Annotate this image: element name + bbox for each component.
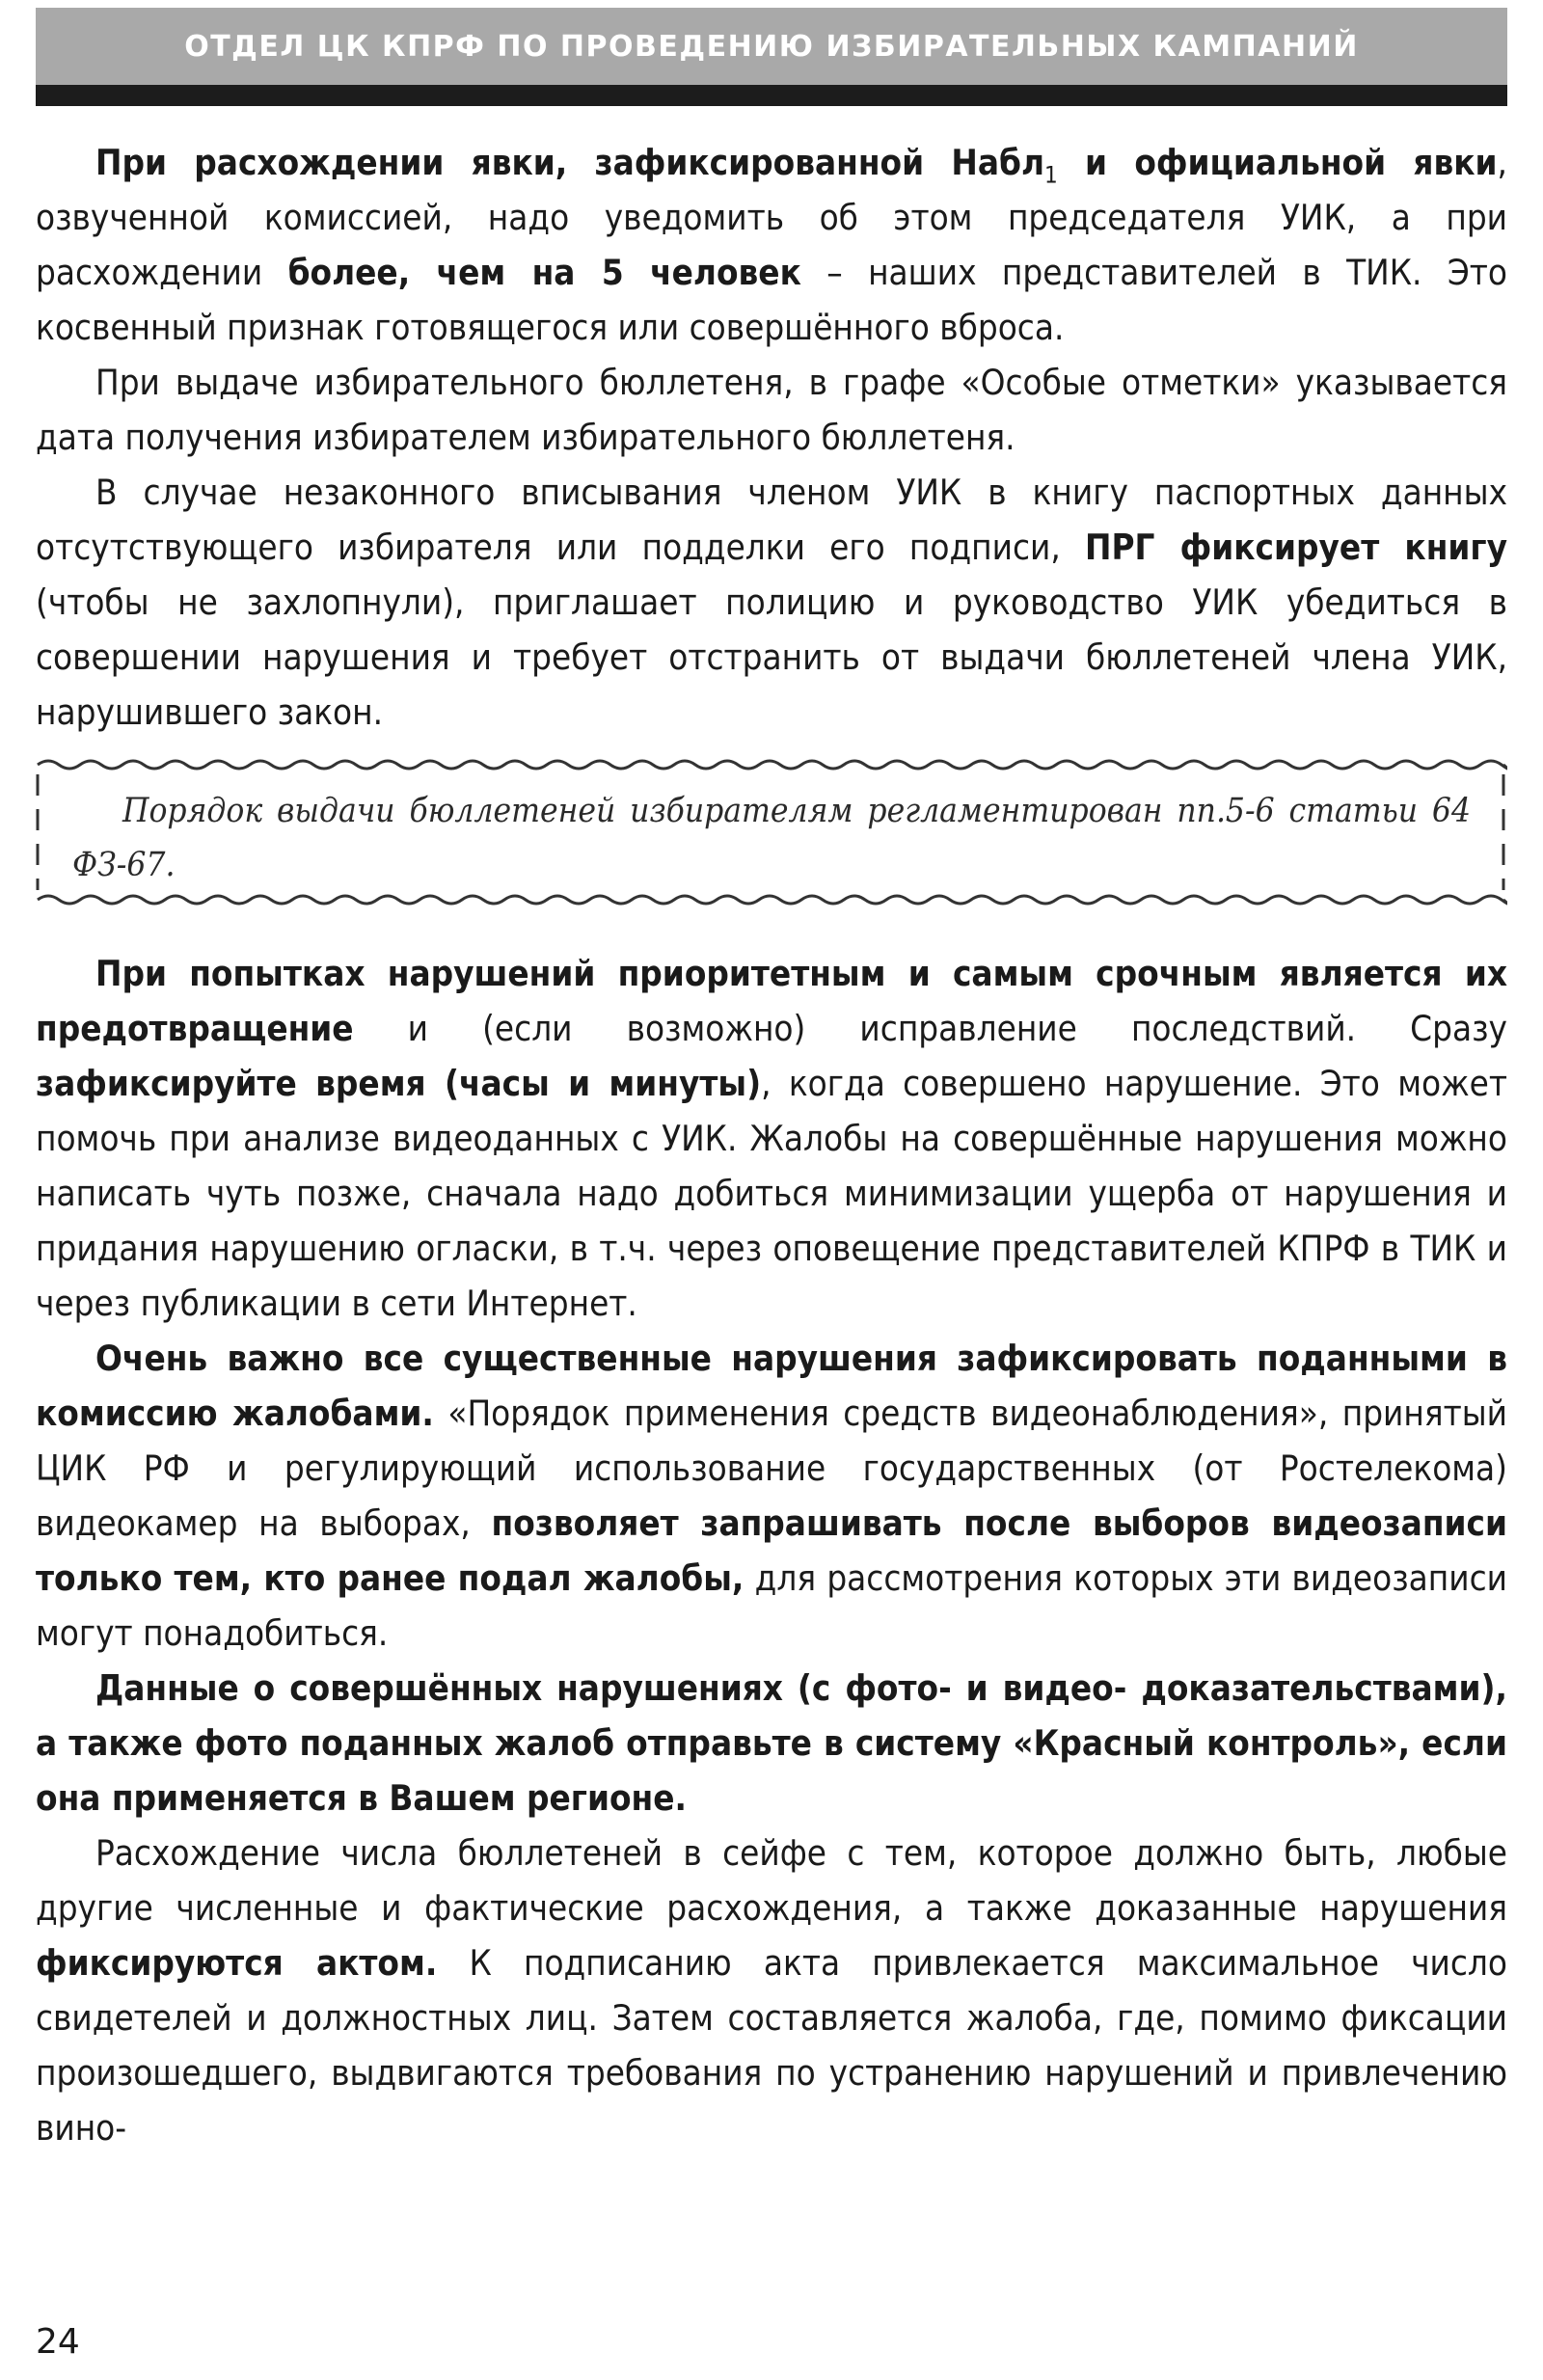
body-text: Расхождение числа бюллетеней в сейфе с тем, которое должно быть, любые другие численные и фактические расхождения, а также доказанные нарушения: [36, 1832, 1507, 1929]
body-text: – наших представителей в ТИК. Это косвенный признак готовящегося или совершённого вброса.: [36, 252, 1508, 348]
body-text: «Порядок применения средств видеонаблюдения», принятый ЦИК РФ и регулирующий использование государственных (от Ростелекома) видеокамер на выборах,: [36, 1393, 1507, 1544]
paragraph-illegal-entry: [36, 465, 1507, 740]
bold-text: Очень важно все существенные нарушения зафиксировать поданными в комиссию жалобами.: [36, 1338, 1507, 1434]
bold-text: зафиксируйте время (часы и минуты): [36, 1063, 762, 1104]
bold-text: позволяет запрашивать после выборов видеозаписи только тем, кто ранее подал жалобы,: [36, 1502, 1507, 1599]
note-box: [36, 755, 1507, 909]
body-text: К подписанию акта привлекается максимальное число свидетелей и должностных лиц. Затем составляется жалоба, где, помимо фиксации произошедшего, выдвигаются требования по устранению нарушений и привлечению вино-: [36, 1942, 1507, 2149]
header-rule: [36, 85, 1507, 106]
section-header: [36, 8, 1507, 85]
page-number: 24: [36, 2322, 80, 2362]
bold-text: Данные о совершённых нарушениях (с фото- и видео- доказательствами), а также фото поданных жалоб отправьте в систему «Красный контроль», если она применяется в Вашем регионе.: [36, 1667, 1507, 1819]
note-text: [72, 784, 1471, 892]
paragraph-complaints: [36, 1331, 1507, 1661]
bold-text: При попытках нарушений приоритетным и самым срочным является их предотвращение: [36, 953, 1507, 1049]
body-text: , озвученной комиссией, надо уведомить об этом председателя УИК, а при расхождении: [36, 142, 1507, 293]
body-text: для рассмотрения которых эти видеозаписи могут понадобиться.: [36, 1557, 1507, 1654]
subscript: 1: [1044, 161, 1058, 189]
body-text: (чтобы не захлопнули), приглашает полицию и руководство УИК убедиться в совершении нарушения и требует отстранить от выдачи бюллетеней члена УИК, нарушившего закон.: [36, 581, 1507, 733]
bold-text: При расхождении явки, зафиксированной Набл: [95, 142, 1045, 183]
body-text: , когда совершено нарушение. Это может помочь при анализе видеоданных с УИК. Жалобы на совершённые нарушения можно написать чуть позже, сначала надо добиться минимизации ущерба от нарушения и придания нарушению огласки, в т.ч. через оповещение представителей КПРФ в ТИК и через публикации в сети Интернет.: [36, 1063, 1507, 1324]
body-text: и (если возможно) исправление последствий. Сразу: [353, 1008, 1507, 1049]
header-title: ОТДЕЛ ЦК КПРФ ПО ПРОВЕДЕНИЮ ИЗБИРАТЕЛЬНЫХ КАМПАНИЙ: [184, 29, 1359, 64]
paragraph-turnout-discrepancy: [36, 135, 1507, 355]
paragraph-red-control: [36, 1661, 1507, 1826]
paragraph-act: [36, 1826, 1507, 2155]
bold-text: ПРГ фиксирует книгу: [1084, 527, 1507, 568]
bold-text: фиксируются актом.: [36, 1942, 438, 1984]
page-content: [36, 135, 1507, 2155]
body-text: При выдаче избирательного бюллетеня, в графе «Особые отметки» указывается дата получения избирателем избирательного бюллетеня.: [36, 362, 1507, 458]
body-text: В случае незаконного вписывания членом УИК в книгу паспортных данных отсутствующего избирателя или подделки его подписи,: [36, 472, 1507, 568]
paragraph-prevention: [36, 946, 1507, 1331]
paragraph-special-marks: [36, 355, 1507, 465]
bold-text: более, чем на 5 человек: [287, 252, 801, 293]
note-text-content: Порядок выдачи бюллетеней избирателям регламентирован пп.5-6 статьи 64 ФЗ-67.: [72, 792, 1471, 884]
bold-text: и официальной явки: [1057, 142, 1498, 183]
